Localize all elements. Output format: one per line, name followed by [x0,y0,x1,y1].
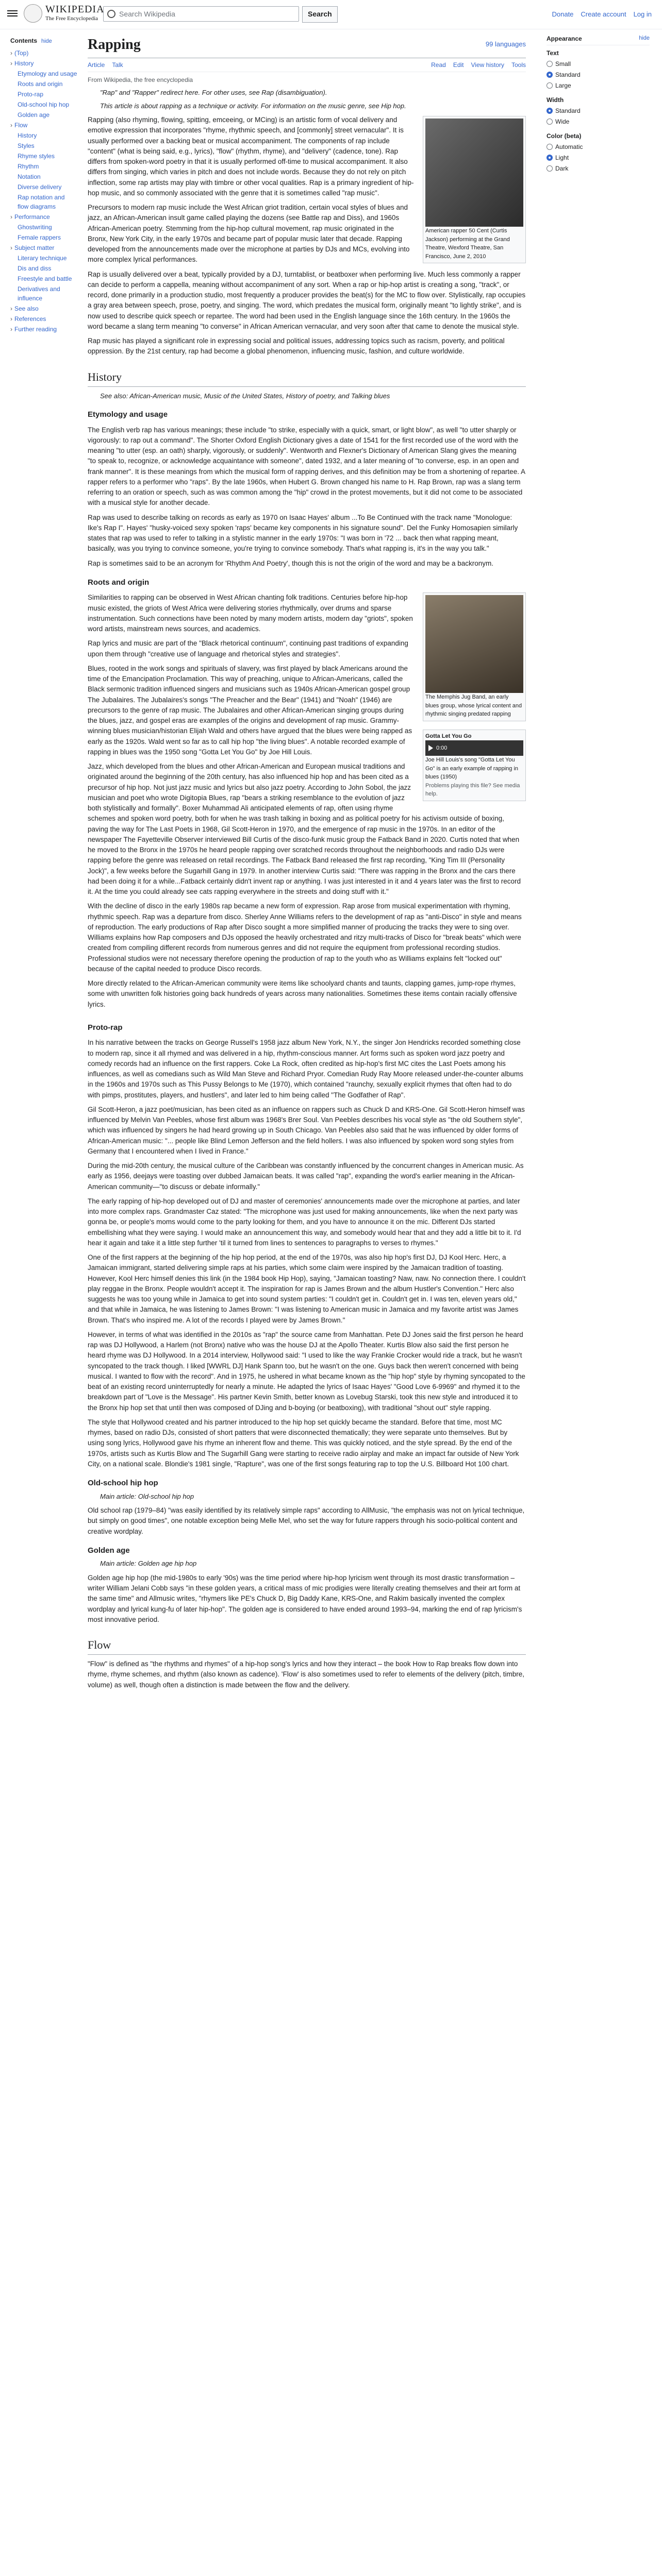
toc-item[interactable]: › References [10,314,77,324]
color-option-label: Automatic [555,143,583,150]
performer-photo[interactable] [425,118,523,227]
audio-caption: Joe Hill Louis's song "Gotta Let You Go" is an early example of rapping in blues (1950) [425,757,519,781]
toc-item[interactable]: Rhythm [18,162,39,170]
color-option-label: Dark [555,165,569,172]
text-size-option-label: Small [555,60,571,67]
user-links [552,9,652,20]
site-header [0,0,662,29]
roots-paragraph: Blues, rooted in the work songs and spirituals of slavery, was first played by black Americans around the time of the Emancipation Proclamation. This way of preaching, unique to African-Americans, called the Black sermonic tradition influenced singers and musicians such as 1940s African-American gospel group The Jubalaires. The Jubalaires's songs "The Preacher and the Bear" (1941) and "Noah" (1946) are precursors to the genre of rap music. The Jubalaires and other African-American singing groups during the blues, jazz, and gospel eras are examples of the origins and development of rap music. Grammy-winning blues musician/historian Elijah Wald and others have argued that the blues were being rapped as early as the 1920s. Wald went so far as to call hip hop "the living blues". A notable recorded example of rapping in blues was the 1950 song "Gotta Let You Go" by Joe Hill Louis. [88,664,412,756]
roots-paragraph: Jazz, which developed from the blues and other African-American and European musical traditions and originated around the beginning of the 20th century, has also influenced hip hop and has been cited as a precursor of hip hop. Not just jazz music and lyrics but also jazz poetry. According to John Sobol, the jazz musician and poet who wrote Digitopia Blues, rap "bears a striking resemblance to the evolution of jazz both stylistically and formally". Boxer Muhammad Ali anticipated elements of rap, often using rhyme schemes and spoken word poetry, both for when he was trash talking in boxing and as political poetry for his activism outside of boxing, paving the way for The Last Poets in 1968, Gil Scott-Heron in 1970, and the emergence of rap music in the 1970s. In an editor of the newspaper The Fayetteville Observer interviewed Bill Curtis of the disco-funk music group the Fatback Band in 2020. Curtis noted that when he moved to the Bronx in the 1970s he heard people rapping over scratched records throughout the neighborhoods and radio DJs were rapping before the genre was released on retail recordings. The Fatback Band released the first rap recording, "King Tim III (Personality Jock)", a few weeks before the Sugarhill Gang in 1979. In another interview Curtis said: "There was rapping in the Bronx and the cars there had been doing it for a while...Fatback certainly didn't invent rap or anything. I was just interested in it and 4 years later was the first to record it. At the time you could already see cats rapping everywhere in the streets and doing stuff with it." [88,762,521,895]
appearance-hide-button[interactable]: hide [639,35,650,41]
see-also-note: See also: African-American music, Music of the United States, History of poetry, and Talking blues [100,392,390,400]
logo-tagline: The Free Encyclopedia [45,15,98,22]
globe-logo-icon [24,4,42,23]
toc-item[interactable]: Literary technique [18,254,67,262]
intro-paragraph: Rap music has played a significant role in expressing social and political issues, addressing topics such as racism, poverty, and political oppression. By the 21st century, rap had become a global phenomenon, influencing music, fashion, and culture worldwide. [88,337,505,355]
color-option[interactable] [547,164,650,173]
old-school-paragraph: Old school rap (1979–84) "was easily identified by its relatively simple raps" according to AllMusic, "the emphasis was not on lyrical technique, but simply on good times", one notable exception being Melle Mel, who set the way for future rappers through his socio-political content and creative wordplay. [88,1506,525,1535]
toc-item[interactable]: Female rappers [18,233,61,241]
roots-paragraph: With the decline of disco in the early 1980s rap became a new form of expression. Rap arose from musical experimentation with rhyming, rhythmic speech. Rap was a departure from disco. Sherley Anne Williams refers to the development of rap as "anti-Disco" in style and means of reproduction. The early productions of Rap after Disco sought a more simplified manner of producing the tracks they were to sing over. Williams explains how Rap composers and DJs opposed the heavily orchestrated and ritzy multi-tracks of Disco for "break beats" which were created from compiling different records from numerous genres and did not require the equipment from professional recording studios. Professional studios were not necessary therefore opening the production of rap to the youth who as Williams explains felt "locked out" because of the capital needed to produce Disco records. [88,902,522,973]
tab-tools[interactable]: Tools [511,61,526,69]
color-heading: Color (beta) [547,132,582,140]
proto-paragraph: The early rapping of hip-hop developed out of DJ and master of ceremonies' announcements made over the microphone at parties, and later into more complex raps. Grandmaster Caz stated: "The microphone was just used for making announcements, like when the next party was gonna be, or people's moms would come to the party looking for them, and you have to announce it on the mic. Different DJs started embellishing what they were saying. I would make an announcement this way, and somebody would hear that and they add a little bit to it. I'd hear it again and take it a little step further 'til it turned from lines to sentences to paragraphs to verses to rhymes." [88,1197,521,1247]
radio-icon[interactable] [547,155,553,161]
intro-paragraph: Rapping (also rhyming, flowing, spitting, emceeing, or MCing) is an artistic form of vocal delivery and emotive expression that incorporates "rhyme, rhythmic speech, and [commonly] street vernacular". It is usually performed over a backing beat or musical accompaniment. The components of rap include "content" (what is being said, e.g., lyrics), "flow" (rhythm, rhyme), and "delivery" (cadence, tone). Rap differs from spoken-word poetry in that it is usually performed off-time to musical accompaniment. It also differs from singing, which varies in pitch and does not include words. Because they do not rely on pitch inflection, some rap artists may play with timbre or other vocal qualities. Rap is a primary ingredient of hip-hop music, and so commonly associated with the genre that it is sometimes called "rap music". [88,116,414,197]
toc-item[interactable]: Old-school hip hop [18,100,70,108]
toc-item[interactable]: History [18,131,37,139]
width-option-label: Wide [555,118,570,125]
main-article-note: Main article: Old-school hip hop [100,1492,194,1500]
page-tabs [88,60,526,72]
main-article-note: Main article: Golden age hip hop [100,1560,197,1568]
section-heading-golden-age: Golden age [88,1546,130,1555]
toc-item[interactable]: Rhyme styles [18,152,55,160]
radio-icon[interactable] [547,108,553,114]
toc-item[interactable]: › Subject matter [10,243,77,253]
tab-talk[interactable]: Talk [112,61,123,69]
audio-box [423,730,526,801]
width-heading: Width [547,96,564,104]
search-input[interactable]: Search Wikipedia [103,6,299,22]
toc-item[interactable]: Proto-rap [18,90,44,98]
article-source-line: From Wikipedia, the free encyclopedia [88,76,193,83]
play-icon[interactable] [428,745,433,751]
text-size-option[interactable] [547,81,650,90]
etymology-paragraph: The English verb rap has various meanings; these include "to strike, especially with a quick, smart, or light blow", as well "to utter sharply or vigorously: to rap out a command". The Shorter Oxford English Dictionary gives a date of 1541 for the first recorded use of the word with the meaning "to utter (esp. an oath) sharply, vigorously, or suddenly". Wentworth and Flexner's Dictionary of American Slang gives the meaning "to speak to, recognize, or acknowledge acquaintance with someone", dated 1932, and a later meaning of "to converse, esp. in an open and frank manner". It is these meanings from which the musical form of rapping derives, and this definition may be from a shortening of repartee. A rapper refers to a performer who "raps". By the late 1960s, when Hubert G. Brown changed his name to H. Rap Brown, rap was a slang term referring to an oration or speech, such as was common among the "hip" crowd in the protest movements, but it did not come to be associated with a musical style for another decade. [88,426,525,507]
intro-paragraph: Rap is usually delivered over a beat, typically provided by a DJ, turntablist, or beatboxer when performing live. Much less commonly a rapper can decide to perform a cappella, meaning without accompaniment of any sort. When a rap or hip-hop artist is creating a song, "track", or record, done primarily in a production studio, most frequently a producer provides the beat(s) for the MC to flow over. Stylistically, rap occupies a gray area between speech, prose, poetry, and singing. The word, which predates the musical form, originally meant "to lightly strike", and is now used to describe quick speech or repartee. The word had been used in the English language since the 16th century. In the 1960s the word became a slang term meaning "to converse" in African American vernacular, and very soon after that came to denote the musical style. [88,270,526,330]
text-size-option-label: Standard [555,71,581,78]
tab-view-history[interactable]: View history [471,61,504,69]
language-button[interactable]: 99 languages [485,40,526,48]
section-heading-roots: Roots and origin [88,578,150,587]
audio-time: 0:00 [436,745,448,751]
proto-paragraph: However, in terms of what was identified in the 2010s as "rap" the source came from Manhattan. Pete DJ Jones said the first person he heard rap was DJ Hollywood, a Harlem (not Bronx) native who was the house DJ at the Apollo Theater. Kurtis Blow also said the first person he heard rhyme was DJ Hollywood. In a 2014 interview, Hollywood said: "I used to like the way Frankie Crocker would ride a track, but he wasn't syncopated to the track though. I liked [WWRL DJ] Hank Spann too, but he wasn't on the one. Guys back then weren't concerned with being musical. I wanted to flow with the record". And in 1975, he ushered in what became known as the "hip hop" style by rhyming syncopated to the beat of an existing record uninterruptedly for nearly a minute. He adapted the lyrics of Isaac Hayes' "Good Love 6-9969" and rhymed it to the breakdown part of "Love is the Message". His partner Kevin Smith, better known as Lovebug Starski, took this new style and introduced it to the Bronx hip hop set that until then was composed of DJing and b-boying (or beatboxing), with traditional "shout out" style rapping. [88,1330,525,1412]
radio-icon[interactable] [547,82,553,89]
toc-item[interactable]: Notation [18,173,41,180]
tab-edit[interactable]: Edit [453,61,464,69]
toc-item[interactable]: Derivatives and influence [18,285,60,302]
table-of-contents [10,36,77,334]
toc-item[interactable]: › Flow [10,120,77,130]
flow-paragraph: "Flow" is defined as "the rhythms and rhymes" of a hip-hop song's lyrics and how they interact – the book How to Rap breaks flow down into rhyme, rhyme schemes, and rhythm (also known as cadence). 'Flow' is also sometimes used to refer to elements of the delivery (pitch, timbre, volume) as well, though often a distinction is made between the flow and the delivery. [88,1660,524,1689]
color-group [547,131,650,173]
audio-help: Problems playing this file? See media help. [425,782,520,798]
radio-icon[interactable] [547,118,553,125]
audio-title: Gotta Let You Go [425,733,472,739]
toc-item[interactable]: Golden age [18,111,50,118]
proto-paragraph: The style that Hollywood created and his partner introduced to the hip hop set quickly became the standard. Before that time, most MC rhymes, based on radio DJs, consisted of short patters that were disconnected thematically; they were separate unto themselves. But by using song lyrics, Hollywood gave his rhyme an inherent flow and theme. This was quickly noticed, and the style spread. By the end of the 1970s, artists such as Kurtis Blow and The Sugarhill Gang were starting to receive radio airplay and make an impact far outside of New York City, on a national scale. Blondie's 1981 single, "Rapture", was one of the first songs featuring rap to top the U.S. Billboard Hot 100 chart. [88,1418,519,1468]
donate-link[interactable]: Donate [552,10,574,18]
toc-item[interactable]: Ghostwriting [18,223,52,231]
width-group [547,95,650,126]
lead-image-box [423,116,526,263]
toc-title: Contents hide [10,37,52,44]
tab-read[interactable]: Read [431,61,446,69]
toc-item[interactable]: Styles [18,142,35,149]
memphis-image-box [423,592,526,721]
golden-age-paragraph: Golden age hip hop (the mid-1980s to early '90s) was the time period where hip-hop lyricism went through its most drastic transformation – writer William Jelani Cobb says "in these golden years, a critical mass of mic prodigies were literally creating themselves and their art form at the same time" and Allmusic writes, "rhymers like PE's Chuck D, Big Daddy Kane, KRS-One, and Rakim basically invented the complex wordplay and lyrical kung-fu of later hip-hop". The golden age is considered to have ended around 1993–94, marking the end of rap lyricism's most innovative period. [88,1573,522,1623]
toc-item[interactable]: Etymology and usage [18,70,77,77]
search-button[interactable]: Search [302,6,338,23]
section-heading-proto-rap: Proto-rap [88,1023,123,1032]
appearance-panel [547,34,650,178]
toc-item[interactable]: Roots and origin [18,80,63,88]
logo-wordmark: WIKIPEDIA [45,4,105,15]
toc-item[interactable]: › Performance [10,212,77,222]
radio-icon[interactable] [547,165,553,172]
intro-paragraph: Precursors to modern rap music include the West African griot tradition, certain vocal styles of blues and jazz, an African-American insult game called playing the dozens (see Battle rap and Diss), and 1960s African-American poetry. Stemming from the hip-hop cultural movement, rap music originated in the Bronx, New York City, in the early 1970s and became part of popular music later that decade. Rapping developed from the announcements made over the microphone at parties by DJs and MCs, evolving into more complex lyrical performances. [88,204,410,264]
image-caption: American rapper 50 Cent (Curtis Jackson) performing at the Grand Theatre, Wexford Theatre, San Francisco, June 2, 2010 [425,228,510,260]
text-size-option-label: Large [555,82,571,89]
proto-paragraph: In his narrative between the tracks on George Russell's 1958 jazz album New York, N.Y., the singer Jon Hendricks recorded something close to modern rap, since it all rhymed and was delivered in a hip, rhythm-conscious manner. Art forms such as spoken word jazz poetry and comedy records had an influence on the first rappers. Coke La Rock, often credited as hip-hop's first MC cites the Last Poets among his influences, as well as comedians such as Wild Man Steve and Richard Pryor. Comedian Rudy Ray Moore released under-the-counter albums in the 1960s and 1970s such as This Pussy Belongs to Me (1970), which contained "raunchy, sexually explicit rhymes that often had to do with pimps, prostitutes, players, and hustlers", and later led to him being called "The Godfather of Rap". [88,1039,523,1099]
section-heading-history: History [88,368,526,387]
color-option[interactable] [547,153,650,162]
section-heading-old-school: Old-school hip hop [88,1479,158,1487]
hatnote: This article is about rapping as a technique or activity. For information on the music genre, see Hip hop. [100,101,406,110]
toc-item[interactable]: › (Top) [10,48,77,58]
audio-player[interactable] [425,740,523,756]
wikipedia-logo[interactable] [24,4,105,23]
section-heading-flow: Flow [88,1636,526,1655]
appearance-title: Appearance hide [547,34,650,45]
hatnote: "Rap" and "Rapper" redirect here. For other uses, see Rap (disambiguation). [100,89,327,96]
toc-item[interactable]: Dis and diss [18,264,52,272]
roots-paragraph: More directly related to the African-American community were items like schoolyard chants and taunts, clapping games, jump-rope rhymes, some with unwritten folk histories going back hundreds of years across many nationalities. Sometimes these items contain racially offensive lyrics. [88,979,517,1008]
radio-icon[interactable] [547,144,553,150]
radio-icon[interactable] [547,72,553,78]
toc-item[interactable]: › Further reading [10,324,77,334]
roots-paragraph: Rap lyrics and music are part of the "Black rhetorical continuum", continuing past traditions of expanding upon them through "creative use of language and rhetorical styles and strategies". [88,639,408,658]
main-menu-icon[interactable] [7,9,18,19]
image-caption: The Memphis Jug Band, an early blues group, whose lyrical content and rhythmic singing predated rapping [425,694,522,718]
color-option[interactable] [547,142,650,151]
radio-icon[interactable] [547,61,553,67]
proto-paragraph: Gil Scott-Heron, a jazz poet/musician, has been cited as an influence on rappers such as Chuck D and KRS-One. Gil Scott-Heron himself was influenced by Melvin Van Peebles, whose first album was 1968's Brer Soul. Van Peebles describes his vocal style as "the old Southern style", which was influenced by singers he had heard growing up in South Chicago. Van Peebles also said that he was influenced by older forms of African-American music: "... people like Blind Lemon Jefferson and the field hollers. I was also influenced by spoken word song styles from Germany that I encountered when I lived in France." [88,1105,525,1155]
proto-paragraph: During the mid-20th century, the musical culture of the Caribbean was constantly influenced by the concurrent changes in American music. As early as 1956, deejays were toasting over dubbed Jamaican beats. It was called "rap", expanding the word's earlier meaning in the African-American community—"to discuss or debate informally." [88,1162,524,1191]
toc-list [10,48,77,334]
toc-hide-button[interactable]: hide [41,38,52,44]
toc-item[interactable]: › History [10,58,77,69]
login-link[interactable]: Log in [633,10,652,18]
text-size-group [547,48,650,90]
text-size-heading: Text [547,49,559,57]
section-heading-etymology: Etymology and usage [88,410,168,419]
toc-item[interactable]: Diverse delivery [18,183,62,191]
create-account-link[interactable]: Create account [581,10,626,18]
etymology-paragraph: Rap was used to describe talking on records as early as 1970 on Isaac Hayes' album ...To Be Continued with the track name "Monologue: Ike's Rap I". Hayes' "husky-voiced sexy spoken 'raps' became key components in his signature sound". Del the Funky Homosapien similarly states that rap was used to refer to talking in a stylistic manner in the early 1970s: "I was born in '72 ... back then what rapping meant, basically, was you trying to convince someone, you're trying to convince somebody. That's what rapping is, it's in the way you talk." [88,513,518,553]
toc-item[interactable]: Freestyle and battle [18,275,72,282]
roots-paragraph: Similarities to rapping can be observed in West African chanting folk traditions. Centuries before hip-hop music existed, the griots of West Africa were delivering stories rhythmically, over drums and sparse instrumentation. Such connections have been noted by many modern artists, modern day "griots", spoken word artists, mainstream news sources, and academics. [88,594,413,633]
width-option[interactable] [547,117,650,126]
text-size-option[interactable] [547,70,650,79]
width-option-label: Standard [555,107,581,114]
toc-item[interactable]: Rap notation and flow diagrams [18,193,65,210]
page-title: Rapping [88,31,526,58]
proto-paragraph: One of the first rappers at the beginning of the hip hop period, at the end of the 1970s, was also hip hop's first DJ, DJ Kool Herc. Herc, a Jamaican immigrant, started delivering simple raps at his parties, which some claim were inspired by the Jamaican tradition of toasting. However, Kool Herc himself denies this link (in the 1984 book Hip Hop), saying, "Jamaican toasting? Naw, naw. No connection there. I couldn't play reggae in the Bronx. People wouldn't accept it. The inspiration for rap is James Brown and the album Hustler's Convention." Herc also suggests he was too young while in Jamaica to get into sound system parties: "I couldn't get in. Couldn't get in. I was ten, eleven years old," and that while in Jamaica, he was listening to James Brown: "I was listening to American music in Jamaica and my favorite artist was James Brown. That's who inspired me. A lot of the records I played were by James Brown." [88,1253,526,1324]
article-content [88,31,526,1694]
toc-item[interactable]: › See also [10,303,77,314]
color-option-label: Light [555,154,569,161]
etymology-paragraph: Rap is sometimes said to be an acronym for 'Rhythm And Poetry', though this is not the origin of the word and may be a backronym. [88,559,494,567]
memphis-jug-band-photo[interactable] [425,595,523,693]
text-size-option[interactable] [547,59,650,69]
width-option[interactable] [547,106,650,115]
tab-article[interactable]: Article [88,61,105,69]
